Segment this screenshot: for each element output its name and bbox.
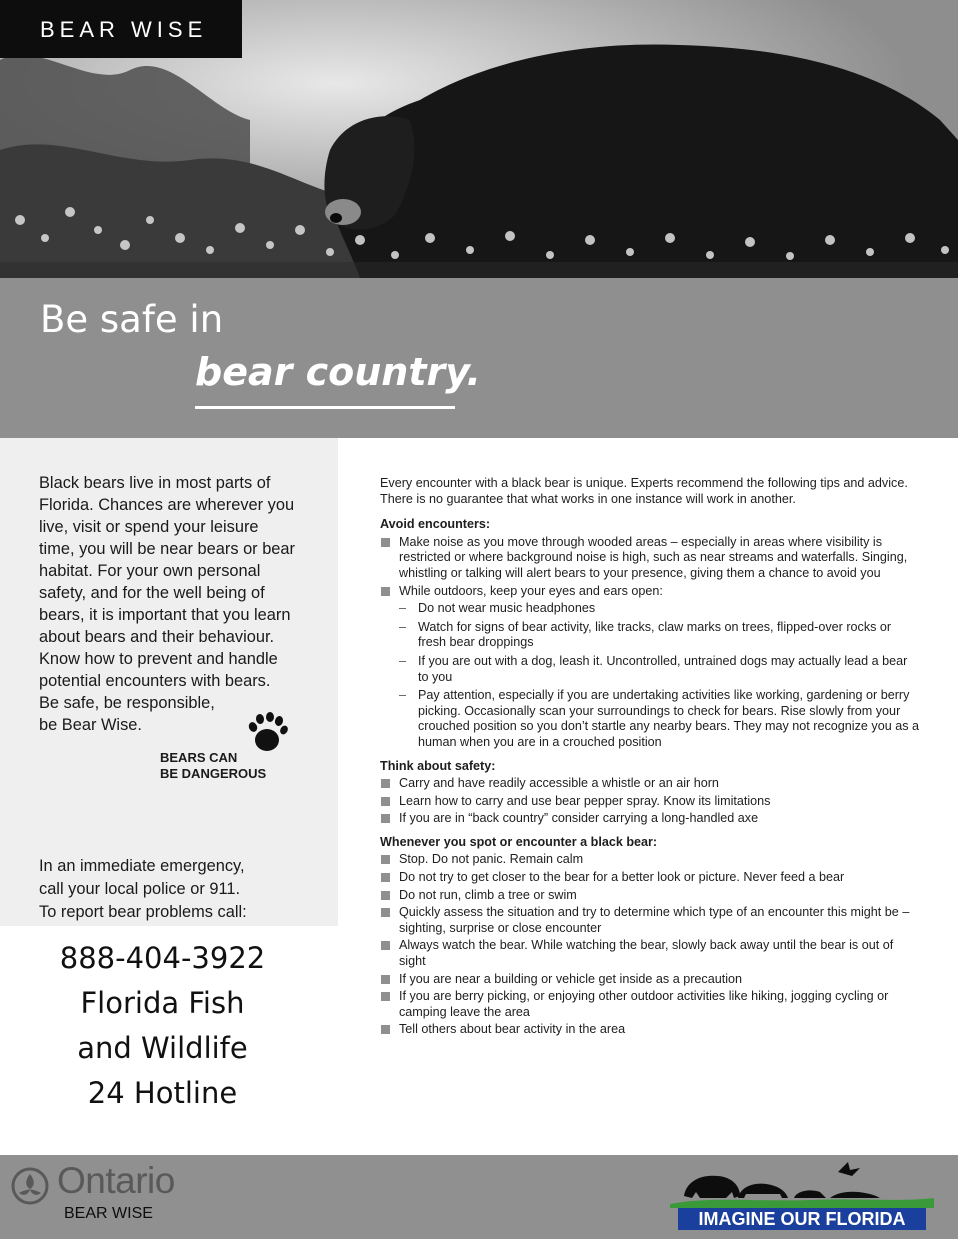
list-item-text: If you are near a building or vehicle get inside as a precaution bbox=[399, 971, 743, 986]
intro-line: Black bears live in most parts of bbox=[39, 474, 271, 492]
emergency-line: To report bear problems call: bbox=[39, 903, 247, 921]
emergency-line: In an immediate emergency, bbox=[39, 857, 245, 875]
danger-line: BEARS CAN bbox=[160, 750, 238, 765]
intro-line: habitat. For your own personal bbox=[39, 562, 261, 580]
hotline-line: and Wildlife bbox=[77, 1031, 248, 1065]
list-item-text: Make noise as you move through wooded areas – especially in areas where visibility is restricted or where background noise is high, such as near streams and waterfalls. Singing, whistling or talking will alert bears to your presence, giving them a chance to avoid you bbox=[399, 534, 908, 580]
section-heading-avoid: Avoid encounters: bbox=[380, 517, 491, 532]
hotline-phone[interactable]: 888-404-3922 bbox=[59, 941, 266, 975]
safety-tips-column bbox=[380, 476, 920, 1046]
list-item-text: If you are in “back country” consider carrying a long-handled axe bbox=[399, 811, 759, 826]
list-item bbox=[380, 811, 920, 827]
sub-list-item bbox=[399, 654, 920, 685]
brand-tag: BEAR WISE bbox=[0, 0, 242, 58]
intro-line: about bears and their behaviour. bbox=[39, 628, 275, 646]
list-item bbox=[380, 870, 920, 886]
hotline-block bbox=[20, 936, 305, 1116]
sub-list-item bbox=[399, 620, 920, 651]
list-item bbox=[380, 852, 920, 868]
intro-line: potential encounters with bears. bbox=[39, 672, 271, 690]
hero-photo bbox=[0, 0, 958, 278]
emergency-line: call your local police or 911. bbox=[39, 880, 241, 898]
list-item bbox=[380, 1022, 920, 1038]
intro-line: safety, and for the well being of bbox=[39, 584, 265, 602]
hotline-line: 24 Hotline bbox=[87, 1076, 238, 1110]
list-item-text: Carry and have readily accessible a whistle or an air horn bbox=[399, 776, 719, 791]
title-underline bbox=[195, 406, 455, 409]
sub-list-item-text: If you are out with a dog, leash it. Uncontrolled, untrained dogs may actually lead a bear to you bbox=[418, 653, 908, 684]
list-item bbox=[380, 905, 920, 936]
list-item-text: Always watch the bear. While watching the bear, slowly back away until the bear is out of sight bbox=[399, 938, 894, 969]
list-item-text: Tell others about bear activity in the area bbox=[399, 1022, 626, 1037]
bears-dangerous-label bbox=[160, 750, 290, 781]
sub-list-item-text: Watch for signs of bear activity, like tracks, claw marks on trees, flipped-over rocks or fresh bear droppings bbox=[418, 619, 892, 650]
hotline-line: Florida Fish bbox=[80, 986, 245, 1020]
page-title-line1: Be safe in bbox=[40, 298, 224, 341]
list-item bbox=[380, 584, 920, 600]
intro-line: live, visit or spend your leisure bbox=[39, 518, 259, 536]
intro-line: Florida. Chances are wherever you bbox=[39, 496, 295, 514]
eyes-ears-sublist bbox=[399, 601, 920, 750]
intro-text bbox=[39, 472, 329, 736]
list-item bbox=[380, 794, 920, 810]
list-item-text: Do not try to get closer to the bear for a better look or picture. Never feed a bear bbox=[399, 870, 845, 885]
section-heading-safety: Think about safety: bbox=[380, 758, 496, 773]
tips-intro: Every encounter with a black bear is unique. Experts recommend the following tips and advice. There is no guarantee that what works in one instance will work in another. bbox=[380, 476, 908, 506]
list-item-text: Stop. Do not panic. Remain calm bbox=[399, 852, 584, 867]
sub-list-item bbox=[399, 688, 920, 750]
florida-logo-text: IMAGINE OUR FLORIDA bbox=[698, 1209, 906, 1229]
safety-list bbox=[380, 776, 920, 827]
danger-line: BE DANGEROUS bbox=[160, 765, 267, 781]
list-item bbox=[380, 989, 920, 1020]
list-item bbox=[380, 938, 920, 969]
imagine-our-florida-logo bbox=[670, 1158, 934, 1234]
avoid-list bbox=[380, 535, 920, 599]
intro-line: be Bear Wise. bbox=[39, 716, 142, 734]
list-item-text: While outdoors, keep your eyes and ears open: bbox=[399, 583, 663, 598]
list-item-text: Learn how to carry and use bear pepper spray. Know its limitations bbox=[399, 793, 771, 808]
list-item bbox=[380, 972, 920, 988]
ontario-wordmark: Ontario bbox=[57, 1160, 175, 1201]
emergency-text bbox=[39, 855, 339, 924]
sub-list-item bbox=[399, 601, 920, 617]
list-item bbox=[380, 776, 920, 792]
sub-list-item-text: Do not wear music headphones bbox=[418, 601, 596, 616]
intro-line: time, you will be near bears or bear bbox=[39, 540, 295, 558]
list-item-text: Do not run, climb a tree or swim bbox=[399, 887, 577, 902]
list-item-text: If you are berry picking, or enjoying other outdoor activities like hiking, jogging cycling or camping leave the area bbox=[399, 989, 889, 1019]
ontario-trillium-icon bbox=[10, 1166, 50, 1206]
list-item-text: Quickly assess the situation and try to determine which type of an encounter this might be – sighting, surprise or close encounter bbox=[399, 905, 910, 935]
page-title-line2: bear country. bbox=[195, 350, 481, 394]
intro-line: bears, it is important that you learn bbox=[39, 606, 291, 624]
section-heading-encounter: Whenever you spot or encounter a black bear: bbox=[380, 834, 658, 849]
list-item bbox=[380, 535, 920, 582]
intro-line: Know how to prevent and handle bbox=[39, 650, 278, 668]
encounter-list bbox=[380, 852, 920, 1038]
list-item bbox=[380, 888, 920, 904]
sub-list-item-text: Pay attention, especially if you are undertaking activities like working, gardening or berry picking. Occasionally scan your surroundings to check for bears. Rise slowly from your crouched position so you don’t startle any nearby bears. They may not recognize you as a human when you are in a crouched position bbox=[418, 688, 920, 749]
ontario-subtitle: BEAR WISE bbox=[64, 1205, 153, 1222]
intro-line: Be safe, be responsible, bbox=[39, 694, 215, 712]
